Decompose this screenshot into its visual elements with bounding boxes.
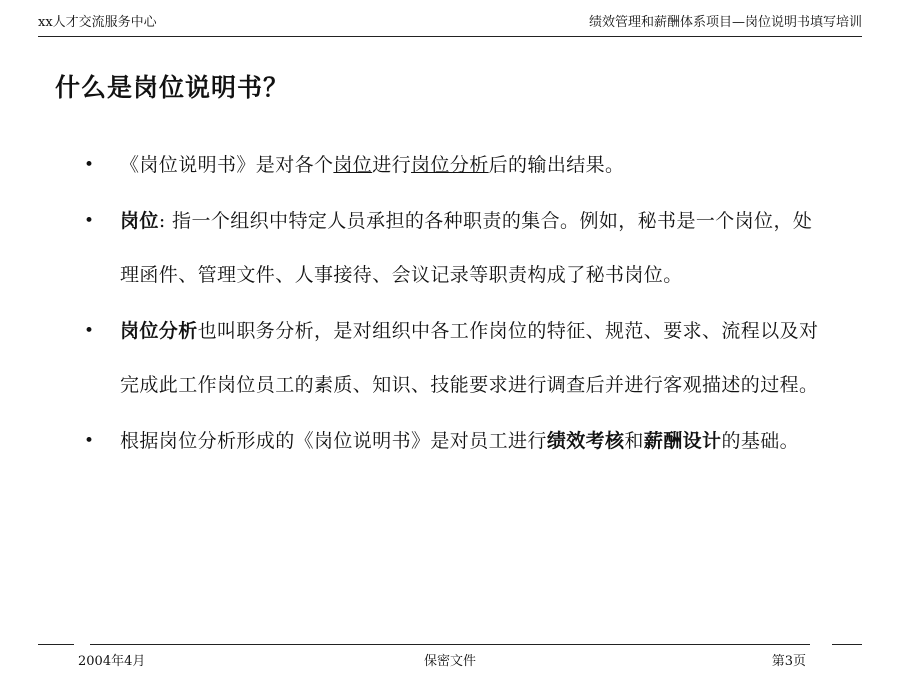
bullet-text: : 指一个组织中特定人员承担的各种职责的集合。例如，秘书是一个岗位，处理函件、管理文件、人事接待、会议记录等职责构成了秘书岗位。 (120, 210, 813, 286)
bullet-item-4 (84, 414, 824, 468)
bullet-list (84, 138, 824, 468)
bold-term-performance-appraisal: 绩效考核 (546, 430, 625, 452)
bold-term-position-analysis: 岗位分析 (120, 320, 198, 342)
bullet-dot: • (84, 431, 95, 451)
footer-confidential: 保密文件 (423, 654, 476, 669)
bullet-item-3 (84, 304, 824, 412)
slide-title: 什么是岗位说明书？ (55, 73, 290, 102)
bullet-dot: • (84, 155, 95, 175)
bold-term-position: 岗位 (120, 210, 159, 232)
footer-page-number: 第3页 (771, 654, 806, 669)
bullet-item-1 (84, 138, 824, 192)
underlined-term-position: 岗位 (333, 154, 373, 176)
header-organization: xx人才交流服务中心 (38, 15, 157, 30)
footer-date: 2004年4月 (78, 654, 146, 669)
footer-divider-middle (90, 644, 810, 645)
bullet-text: 也叫职务分析，是对组织中各工作岗位的特征、规范、要求、流程以及对完成此工作岗位员工的素质、知识、技能要求进行调查后并进行客观描述的过程。 (120, 320, 819, 396)
bold-term-compensation-design: 薪酬设计 (643, 430, 722, 452)
bullet-text: 《岗位说明书》是对各个 (120, 154, 334, 176)
bullet-text: 的基础。 (721, 430, 800, 452)
bullet-dot: • (84, 321, 95, 341)
bullet-text: 和 (624, 430, 644, 452)
bullet-dot: • (84, 211, 95, 231)
underlined-term-position-analysis: 岗位分析 (411, 154, 489, 176)
header-divider (38, 36, 862, 37)
bullet-item-2 (84, 194, 824, 302)
bullet-text: 后的输出结果。 (488, 154, 625, 176)
footer-divider-right (832, 644, 862, 645)
footer-divider-left (38, 644, 74, 645)
header-project-title: 绩效管理和薪酬体系项目—岗位说明书填写培训 (588, 15, 862, 30)
bullet-text: 进行 (372, 154, 412, 176)
bullet-text: 根据岗位分析形成的《岗位说明书》是对员工进行 (120, 430, 547, 452)
